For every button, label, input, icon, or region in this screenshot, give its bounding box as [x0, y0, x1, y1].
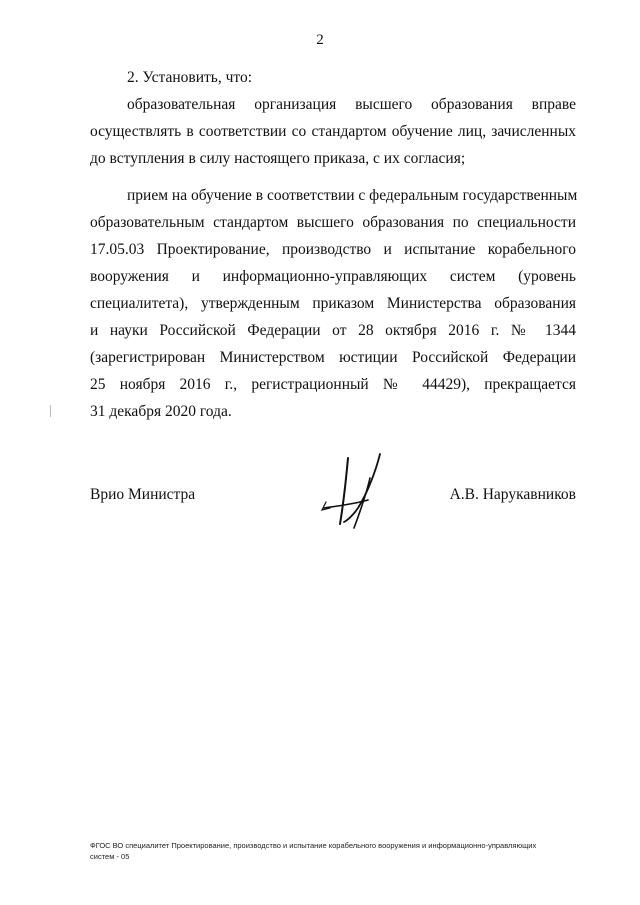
paragraph-line: специалитета), утвержденным приказом Министерства образования — [90, 295, 576, 312]
paragraph-line: образовательным стандартом высшего образования по специальности — [90, 214, 576, 231]
paragraph-line: (зарегистрирован Министерством юстиции Российской Федерации — [90, 349, 576, 366]
paragraph-line: 17.05.03 Проектирование, производство и испытание корабельного — [90, 241, 576, 258]
paragraph-line: 31 декабря 2020 года. — [90, 403, 232, 420]
document-footer — [90, 840, 580, 862]
paragraph-line: осуществлять в соответствии со стандартом обучение лиц, зачисленных — [90, 123, 576, 140]
paragraph-line: вооружения и информационно-управляющих систем (уровень — [90, 268, 576, 285]
handwritten-signature — [318, 450, 398, 530]
paragraph-line: образовательная организация высшего образования вправе — [127, 96, 576, 113]
footer-line: ФГОС ВО специалитет Проектирование, производство и испытание корабельного вооружения и информационно-управляющих — [90, 841, 537, 850]
paragraph-line: 25 ноября 2016 г., регистрационный № 44429), прекращается — [90, 376, 576, 393]
paragraph-2 — [90, 182, 576, 425]
document-body — [90, 64, 576, 425]
page-number: 2 — [316, 32, 324, 48]
paragraph-line: до вступления в силу настоящего приказа, с их согласия; — [90, 150, 466, 167]
paragraph-1 — [90, 91, 576, 172]
clause-heading: 2. Установить, что: — [127, 69, 253, 86]
signatory-name: А.В. Нарукавников — [449, 486, 576, 503]
footer-line: систем - 05 — [90, 852, 130, 861]
paragraph-line: прием на обучение в соответствии с федеральным государственным — [127, 187, 578, 204]
margin-mark — [50, 405, 51, 417]
paragraph-line: и науки Российской Федерации от 28 октября 2016 г. № 1344 — [90, 322, 576, 339]
signatory-position: Врио Министра — [90, 486, 196, 503]
